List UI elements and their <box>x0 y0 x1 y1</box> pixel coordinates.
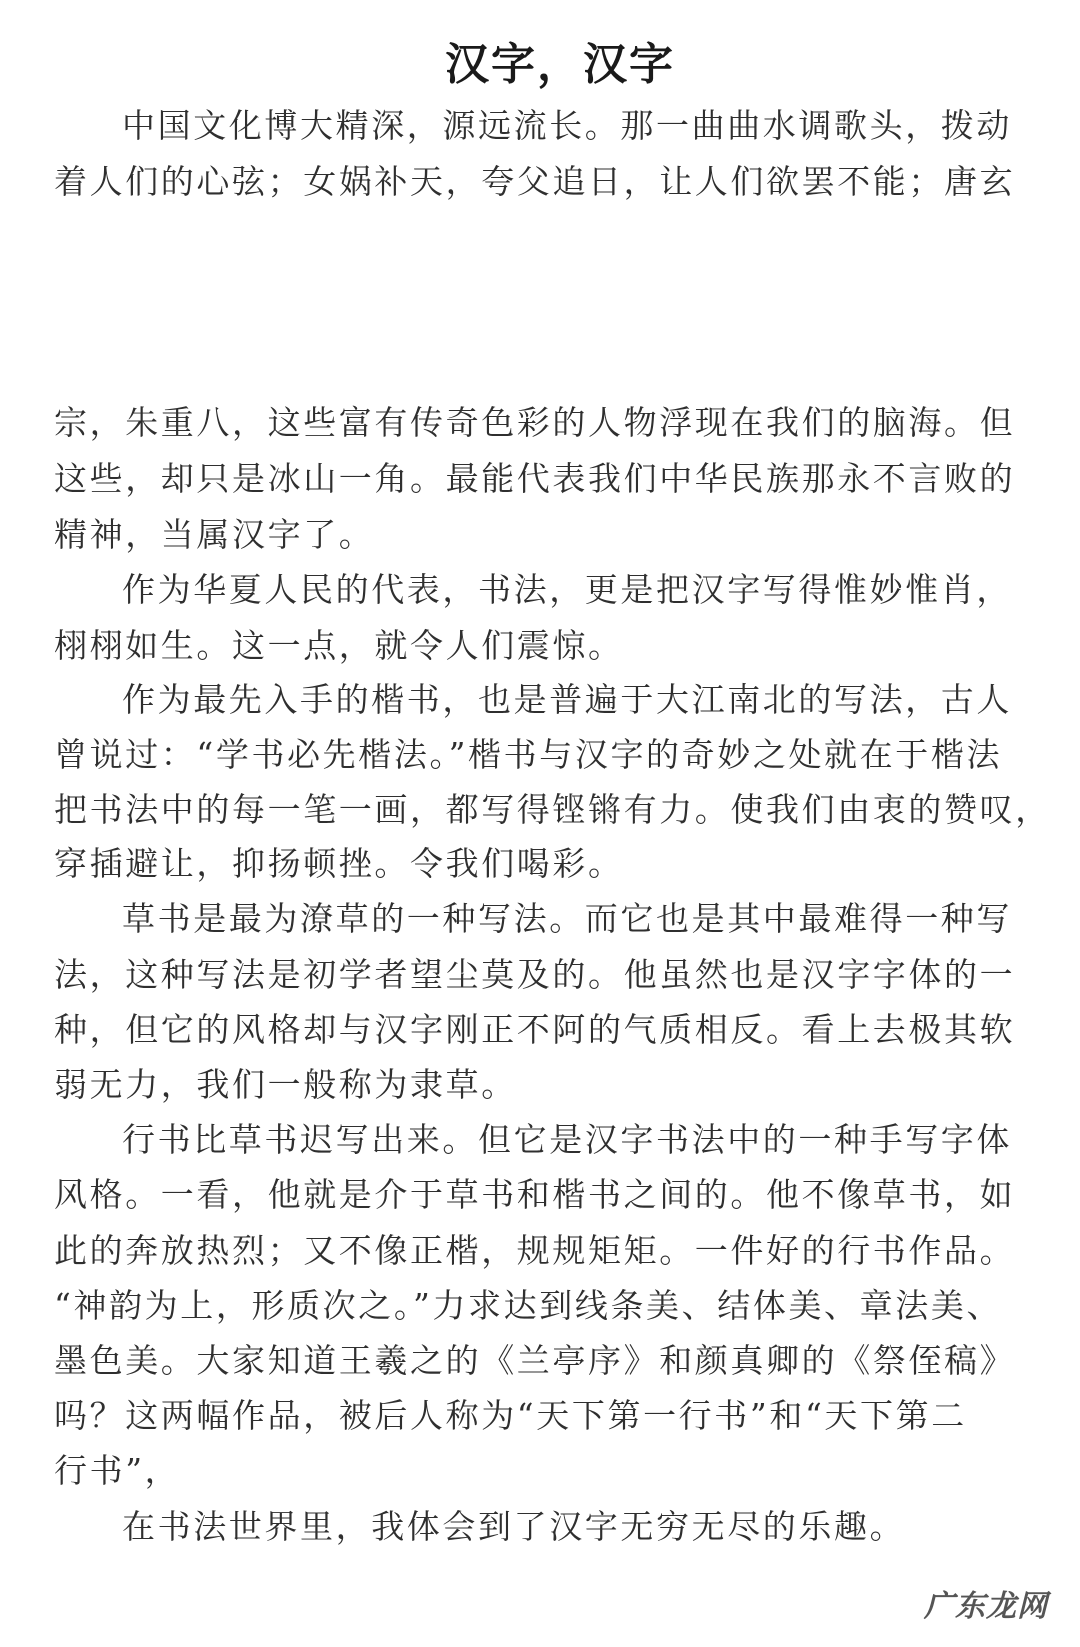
document-title: 汉字，汉字 <box>445 39 675 90</box>
text-line: 着人们的心弦；女娲补天，夸父追日，让人们欲罢不能；唐玄 <box>54 162 1016 201</box>
text-line: “神韵为上，形质次之。”力求达到线条美、结体美、章法美、 <box>54 1286 1003 1325</box>
text-line: 吗？这两幅作品，被后人称为“天下第一行书”和“天下第二 <box>54 1396 967 1435</box>
watermark: 广东龙网 <box>918 1581 1054 1625</box>
text-line: 把书法中的每一笔一画，都写得铿锵有力。使我们由衷的赞叹， <box>54 790 1051 829</box>
text-line: 在书法世界里，我体会到了汉字无穷无尽的乐趣。 <box>122 1507 906 1546</box>
text-line: 此的奔放热烈；又不像正楷，规规矩矩。一件好的行书作品。 <box>54 1231 1016 1270</box>
text-line: 宗，朱重八，这些富有传奇色彩的人物浮现在我们的脑海。但 <box>54 403 1016 442</box>
text-line: 这些，却只是冰山一角。最能代表我们中华民族那永不言败的 <box>54 459 1016 498</box>
text-line: 行书比草书迟写出来。但它是汉字书法中的一种手写字体 <box>122 1120 1012 1159</box>
text-line: 穿插避让，抑扬顿挫。令我们喝彩。 <box>54 844 624 883</box>
text-line: 中国文化博大精深，源远流长。那一曲曲水调歌头，拨动 <box>122 106 1012 145</box>
text-line: 弱无力，我们一般称为隶草。 <box>54 1065 517 1104</box>
text-line: 法，这种写法是初学者望尘莫及的。他虽然也是汉字字体的一 <box>54 955 1016 994</box>
text-line: 墨色美。大家知道王羲之的《兰亭序》和颜真卿的《祭侄稿》 <box>54 1341 1016 1380</box>
text-line: 风格。一看，他就是介于草书和楷书之间的。他不像草书，如 <box>54 1175 1016 1214</box>
text-line: 作为最先入手的楷书，也是普遍于大江南北的写法，古人 <box>122 680 1012 719</box>
text-line: 草书是最为潦草的一种写法。而它也是其中最难得一种写 <box>122 899 1012 938</box>
text-line: 行书”， <box>54 1451 181 1490</box>
text-line: 作为华夏人民的代表，书法，更是把汉字写得惟妙惟肖， <box>122 570 1012 609</box>
text-line: 曾说过：“学书必先楷法。”楷书与汉字的奇妙之处就在于楷法 <box>54 735 1003 774</box>
text-line: 栩栩如生。这一点，就令人们震惊。 <box>54 626 624 665</box>
text-line: 精神，当属汉字了。 <box>54 515 375 554</box>
text-line: 种，但它的风格却与汉字刚正不阿的气质相反。看上去极其软 <box>54 1010 1016 1049</box>
